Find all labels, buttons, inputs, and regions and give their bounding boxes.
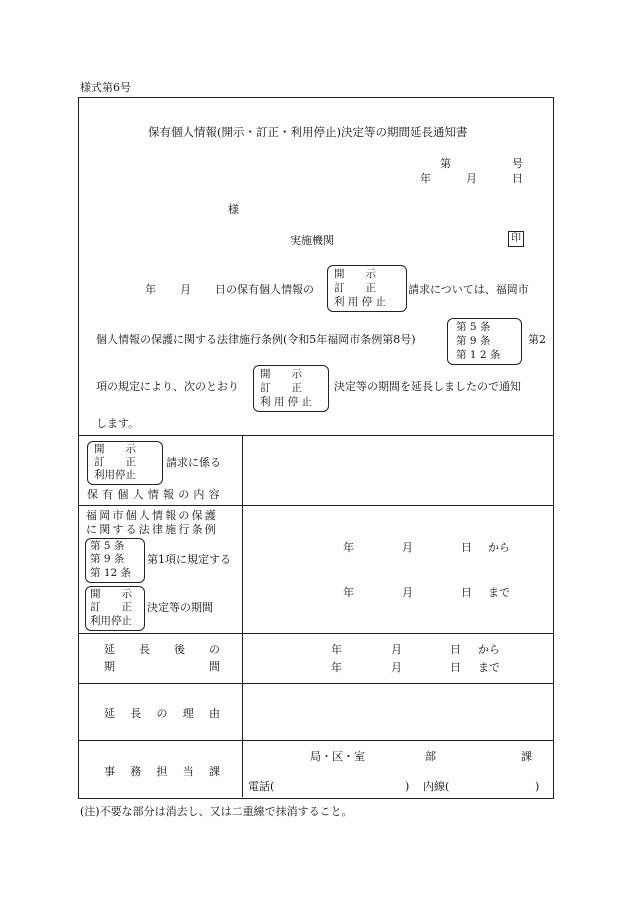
body-month: 月 [180,283,191,296]
row5-bureau: 局・区・室 [310,750,365,763]
option-suspend-2: 利 用 停 止 [260,396,313,408]
row3-from-month: 月 [391,643,402,656]
row3-from-year: 年 [331,643,342,656]
row4-label-char: 延 [104,707,115,720]
option-correct-2: 訂 正 [260,382,302,394]
row2-from-day: 日 [461,541,472,554]
row4-label-char: の [156,707,168,720]
row2-option-suspend: 利用停止 [90,615,132,627]
column-divider [242,435,243,797]
row1-label: 保有個人情報の内容 [87,488,224,501]
row3-to-year: 年 [331,661,342,674]
row2-article-5: 第 5 条 [90,540,125,552]
body-line4: します。 [96,417,140,430]
article-5: 第 5 条 [456,321,491,333]
footnote: (注)不要な部分は消去し、又は二重線で抹消すること。 [80,805,353,818]
row5-bu: 部 [425,750,436,763]
doc-number-go: 号 [512,157,523,170]
option-disclose-2: 開 示 [260,368,302,380]
row5-label-char: 務 [130,765,142,778]
row3-label-char: 長 [139,643,150,656]
row1-option-correct: 訂 正 [94,456,136,468]
row3-to-word: まで [478,661,500,674]
row3-label-bottom [104,661,220,672]
seal-mark: 印 [508,231,524,247]
row2-label-line2: に関する法律施行条例 [86,523,218,536]
row2-options-suffix: 決定等の期間 [147,601,213,614]
row3-label-char: 期 [104,660,115,673]
row-divider [78,633,553,634]
row2-from-word: から [488,541,510,554]
body-line3-prefix: 項の規定により、次のとおり [96,380,239,393]
date-day: 日 [512,172,523,185]
row2-article-9: 第 9 条 [90,553,125,565]
row2-to-month: 月 [402,586,413,599]
row3-label-char: 間 [209,660,220,673]
body-line1-prefix: 日の保有個人情報の [215,283,314,296]
row2-to-year: 年 [343,586,354,599]
body-line2-text: 個人情報の保護に関する法律施行条例(令和5年福岡市条例第8号) [96,333,416,346]
row5-ka: 課 [521,750,532,763]
row2-article-12: 第 12 条 [90,567,132,579]
row5-label [104,766,220,777]
date-year: 年 [420,172,431,185]
body-line1-suffix: 請求については、福岡市 [408,283,529,296]
row3-to-day: 日 [450,661,461,674]
row3-label-char: 延 [104,643,115,656]
row5-ext-label: 内線( [423,780,450,793]
row-divider [78,505,553,506]
body-line3-suffix: 決定等の期間を延長しましたので通知 [334,380,521,393]
article-12: 第 1 2 条 [456,349,501,361]
row2-from-year: 年 [343,541,354,554]
row4-label [104,708,220,719]
date-month: 月 [466,172,477,185]
row2-option-disclose: 開 示 [90,588,132,600]
row2-to-word: まで [488,586,510,599]
row1-option-suspend: 利用停止 [94,469,136,481]
row-divider [78,740,553,741]
row-divider [78,683,553,684]
row3-to-month: 月 [391,661,402,674]
row1-option-disclose: 開 示 [94,443,136,455]
row5-label-char: 課 [209,765,220,778]
document-title: 保有個人情報(開示・訂正・利用停止)決定等の期間延長通知書 [148,125,468,139]
row2-from-month: 月 [402,541,413,554]
row5-ext-close: ) [535,780,540,793]
row2-to-day: 日 [461,586,472,599]
article-9: 第 9 条 [456,335,491,347]
row3-from-word: から [478,643,500,656]
row4-label-char: 由 [209,707,220,720]
row4-label-char: 理 [182,707,194,720]
row5-phone-label: 電話( [248,780,275,793]
row3-label-char: 後 [174,643,185,656]
option-correct: 訂 正 [334,282,376,294]
option-suspend: 利 用 停 止 [334,296,387,308]
row5-label-char: 当 [182,765,194,778]
row2-label-line1: 福岡市個人情報の保護 [86,509,218,522]
addressee-sama: 様 [228,203,239,216]
agency-label: 実施機関 [290,234,334,247]
row2-articles-suffix: 第1項に規定する [147,553,231,566]
row5-label-char: 事 [104,765,115,778]
row4-label-char: 長 [130,707,142,720]
option-disclose: 開 示 [334,268,376,280]
doc-number-dai: 第 [440,157,451,170]
form-number: 様式第6号 [80,81,131,94]
row5-label-char: 担 [156,765,168,778]
row3-from-day: 日 [450,643,461,656]
row-divider [78,435,553,436]
row2-option-correct: 訂 正 [90,601,132,613]
row3-label-top [104,644,220,655]
row5-phone-close: ) [405,780,410,793]
body-year: 年 [145,283,156,296]
row3-label-char: の [209,643,220,656]
row1-suffix: 請求に係る [166,456,221,469]
body-line2-suffix: 第2 [528,333,546,346]
